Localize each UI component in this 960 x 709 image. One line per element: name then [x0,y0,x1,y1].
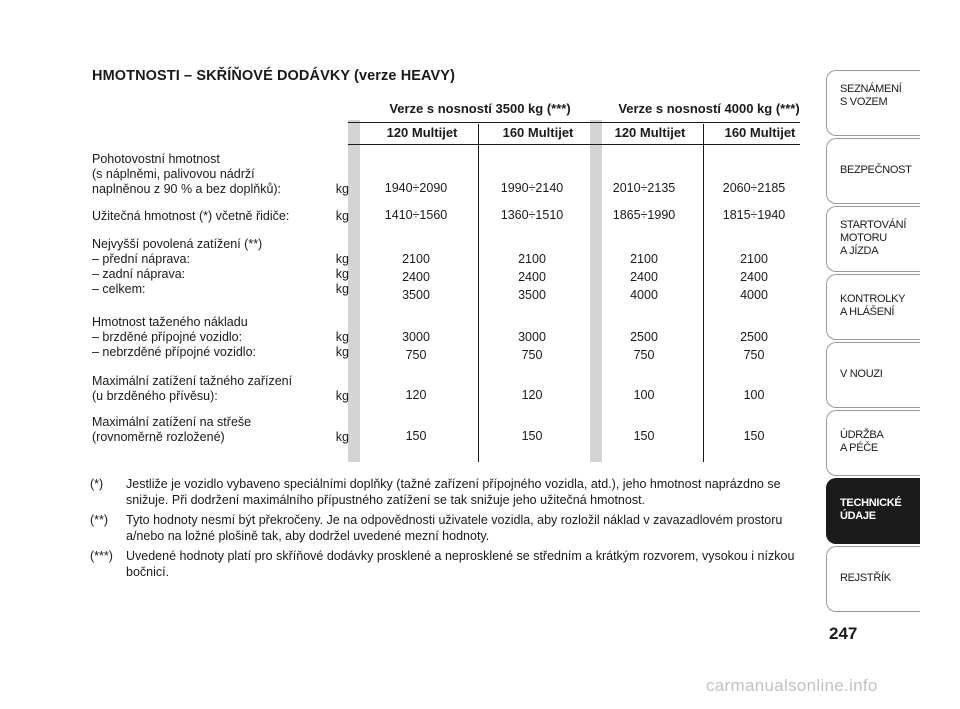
row-unit: kg kg kg [335,252,349,296]
table-cell: 100 [743,388,765,402]
row-unit: kg [335,209,349,223]
footnote [90,548,810,580]
row-label: Užitečná hmotnost (*) včetně řidiče: [92,209,290,223]
vline-1 [478,124,479,462]
footnote [90,476,810,508]
row-unit: kg [335,389,349,403]
column-header: 160 Multijet [724,125,796,140]
table-cell: 150 [633,429,655,443]
hline-top [348,122,800,123]
tab-bezpecnost[interactable]: BEZPEČNOST [826,138,920,204]
tab-technicke-udaje[interactable]: TECHNICKÉ ÚDAJE [826,478,920,544]
table-cell: 1410÷1560 [384,208,448,222]
column-header: 120 Multijet [614,125,686,140]
row-unit: kg kg [335,330,349,359]
version-header-4000: Verze s nosností 4000 kg (***) [618,101,800,116]
table-cell: 2500 750 [630,330,658,362]
footnote-text: Tyto hodnoty nesmí být překročeny. Je na odpovědnosti uživatele vozidla, aby rozložil náklad v zavazadlovém prostoru a/nebo na ložné plošině tak, aby dodržel uvedené mezní hodnoty. [126,513,783,543]
table-cell: 150 [521,429,543,443]
tab-kontrolky[interactable]: KONTROLKY A HLÁŠENÍ [826,274,920,340]
row-unit: kg [335,182,349,196]
table-cell: 2100 2400 3500 [518,252,546,302]
row-label: Nejvyšší povolená zatížení (**) – přední náprava: – zadní náprava: – celkem: [92,237,263,296]
footnote-text: Uvedené hodnoty platí pro skříňové dodávky prosklené a neprosklené se středním a krátkým rozvorem, vysokou i nízkou bočnicí. [126,549,795,579]
table-cell: 1360÷1510 [500,208,564,222]
row-label: Maximální zatížení na střeše (rovnoměrně rozložené) [92,415,252,444]
footnote-mark: (**) [90,513,109,527]
table-cell: 2100 2400 3500 [402,252,430,302]
table-cell: 2100 2400 4000 [630,252,658,302]
row-unit: kg [335,430,349,444]
footnote-mark: (*) [90,477,104,491]
page-number: 247 [829,624,858,643]
row-label: Pohotovostní hmotnost (s náplněmi, palivovou nádrží naplněnou z 90 % a bez doplňků): [92,152,282,196]
footnote-mark: (***) [90,549,113,563]
tab-v-nouzi[interactable]: V NOUZI [826,342,920,408]
footnote-text: Jestliže je vozidlo vybaveno speciálními doplňky (tažné zařízení přípojného vozidla, atd.), jeho hmotnost naprázdno se snižuje. Při dodržení maximálního přípustného zatížení se tak snižuje jeho užitečná hmotnost. [126,477,781,507]
table-cell: 2060÷2185 [722,181,786,195]
table-cell: 100 [633,388,655,402]
watermark: carmanualsonline.info [706,676,878,695]
table-cell: 120 [405,388,427,402]
table-cell: 2010÷2135 [612,181,676,195]
table-cell: 1940÷2090 [384,181,448,195]
column-header: 160 Multijet [502,125,574,140]
table-cell: 3000 750 [402,330,430,362]
table-cell: 150 [743,429,765,443]
table-cell: 2500 750 [740,330,768,362]
table-cell: 120 [521,388,543,402]
table-cell: 2100 2400 4000 [740,252,768,302]
grey-bar-1 [348,120,360,462]
hline-head [348,144,800,145]
column-header: 120 Multijet [386,125,458,140]
page-title: HMOTNOSTI – SKŘÍŇOVÉ DODÁVKY (verze HEAVY) [92,68,456,84]
row-label: Hmotnost taženého nákladu – brzděné přípojné vozidlo: – nebrzděné přípojné vozidlo: [92,315,257,359]
table-cell: 150 [405,429,427,443]
footnotes [90,476,810,584]
row-label: Maximální zatížení tažného zařízení (u brzděného přívěsu): [92,374,293,403]
footnote [90,512,810,544]
table-cell: 1990÷2140 [500,181,564,195]
table-cell: 1815÷1940 [722,208,786,222]
tab-rejstrik[interactable]: REJSTŘÍK [826,546,920,612]
version-header-3500: Verze s nosností 3500 kg (***) [389,101,571,116]
table-cell: 3000 750 [518,330,546,362]
tab-seznameni[interactable]: SEZNÁMENÍ S VOZEM [826,70,920,136]
tab-startovani[interactable]: STARTOVÁNÍ MOTORU A JÍZDA [826,206,920,272]
table-cell: 1865÷1990 [612,208,676,222]
tab-udrzba[interactable]: ÚDRŽBA A PÉČE [826,410,920,476]
